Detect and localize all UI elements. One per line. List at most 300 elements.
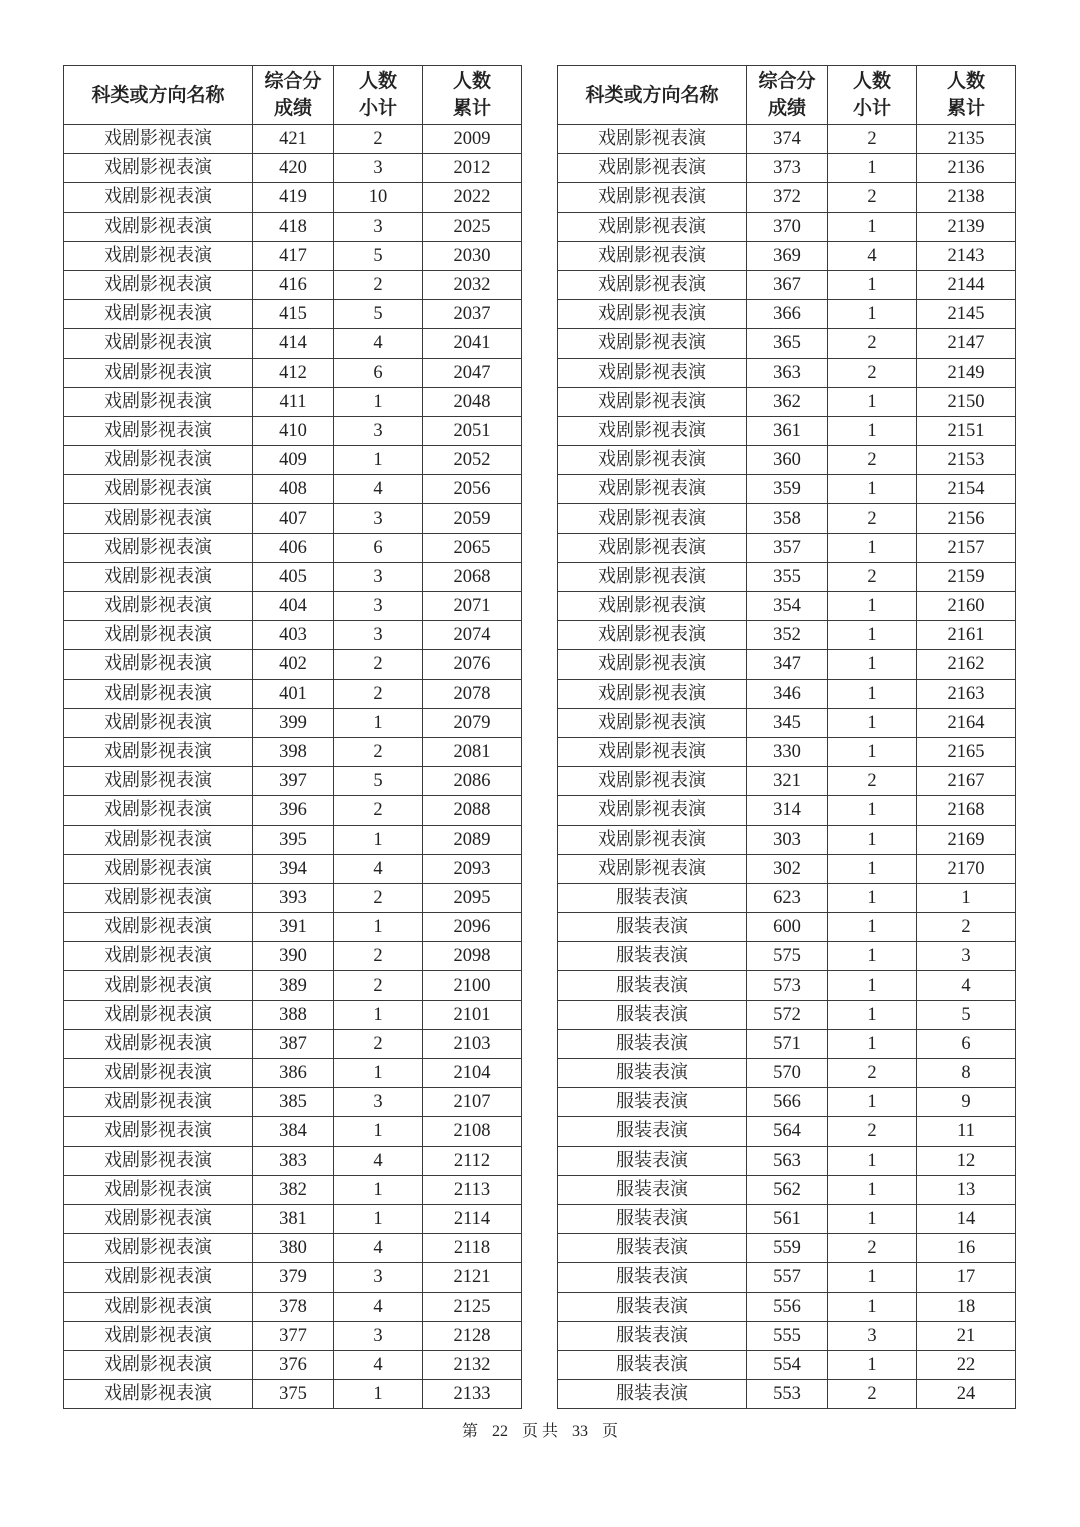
cell-name: 戏剧影视表演 (64, 650, 253, 679)
cell-score: 398 (253, 737, 334, 766)
cell-subtotal: 3 (334, 592, 423, 621)
cell-subtotal: 1 (828, 708, 917, 737)
table-row (64, 1263, 522, 1292)
cell-score: 379 (253, 1263, 334, 1292)
cell-score: 411 (253, 387, 334, 416)
table-row (558, 767, 1016, 796)
header-subtotal: 人数 小计 (828, 66, 917, 125)
table-row (558, 621, 1016, 650)
cell-score: 387 (253, 1029, 334, 1058)
cell-score: 321 (747, 767, 828, 796)
table-row (64, 883, 522, 912)
cell-name: 戏剧影视表演 (64, 387, 253, 416)
cell-name: 服装表演 (558, 942, 747, 971)
cell-cumulative: 2103 (423, 1029, 522, 1058)
cell-subtotal: 1 (334, 1059, 423, 1088)
cell-name: 戏剧影视表演 (64, 1321, 253, 1350)
cell-name: 戏剧影视表演 (64, 621, 253, 650)
cell-score: 410 (253, 416, 334, 445)
cell-cumulative: 2101 (423, 1000, 522, 1029)
footer-prefix: 第 (461, 1423, 478, 1440)
cell-name: 戏剧影视表演 (64, 942, 253, 971)
cell-subtotal: 1 (828, 592, 917, 621)
cell-cumulative: 2144 (917, 270, 1016, 299)
cell-subtotal: 1 (334, 825, 423, 854)
cell-cumulative: 17 (917, 1263, 1016, 1292)
footer-page-number: 22 (491, 1423, 508, 1440)
table-row (558, 1088, 1016, 1117)
cell-cumulative: 1 (917, 883, 1016, 912)
cell-cumulative: 2170 (917, 854, 1016, 883)
cell-score: 330 (747, 737, 828, 766)
cell-cumulative: 2056 (423, 475, 522, 504)
table-row (64, 825, 522, 854)
table-row (64, 1146, 522, 1175)
cell-score: 358 (747, 504, 828, 533)
cell-name: 戏剧影视表演 (64, 270, 253, 299)
table-row (558, 1204, 1016, 1233)
cell-subtotal: 1 (828, 737, 917, 766)
cell-cumulative: 2025 (423, 212, 522, 241)
cell-score: 389 (253, 971, 334, 1000)
cell-subtotal: 1 (334, 913, 423, 942)
cell-name: 戏剧影视表演 (558, 737, 747, 766)
cell-name: 服装表演 (558, 1146, 747, 1175)
cell-subtotal: 1 (828, 679, 917, 708)
cell-cumulative: 2154 (917, 475, 1016, 504)
cell-cumulative: 2098 (423, 942, 522, 971)
cell-subtotal: 6 (334, 533, 423, 562)
cell-subtotal: 1 (334, 1204, 423, 1233)
cell-score: 407 (253, 504, 334, 533)
cell-score: 566 (747, 1088, 828, 1117)
table-row (64, 212, 522, 241)
cell-score: 396 (253, 796, 334, 825)
cell-cumulative: 2159 (917, 562, 1016, 591)
table-row (558, 942, 1016, 971)
header-score: 综合分 成绩 (747, 66, 828, 125)
cell-name: 戏剧影视表演 (64, 913, 253, 942)
cell-score: 314 (747, 796, 828, 825)
cell-score: 362 (747, 387, 828, 416)
table-row (64, 387, 522, 416)
cell-cumulative: 2145 (917, 300, 1016, 329)
cell-cumulative: 2143 (917, 241, 1016, 270)
cell-name: 戏剧影视表演 (558, 796, 747, 825)
cell-score: 381 (253, 1204, 334, 1233)
table-row (64, 1234, 522, 1263)
table-row (64, 446, 522, 475)
cell-subtotal: 2 (334, 679, 423, 708)
cell-subtotal: 4 (334, 1234, 423, 1263)
cell-cumulative: 2135 (917, 125, 1016, 154)
cell-score: 412 (253, 358, 334, 387)
cell-subtotal: 2 (828, 1234, 917, 1263)
cell-cumulative: 2112 (423, 1146, 522, 1175)
cell-name: 服装表演 (558, 1059, 747, 1088)
cell-name: 戏剧影视表演 (558, 125, 747, 154)
cell-score: 414 (253, 329, 334, 358)
cell-name: 服装表演 (558, 1117, 747, 1146)
cell-name: 戏剧影视表演 (64, 300, 253, 329)
cell-score: 623 (747, 883, 828, 912)
cell-name: 戏剧影视表演 (558, 650, 747, 679)
table-row (64, 796, 522, 825)
table-row (64, 1117, 522, 1146)
cell-name: 服装表演 (558, 1380, 747, 1409)
cell-subtotal: 1 (828, 825, 917, 854)
cell-score: 402 (253, 650, 334, 679)
cell-subtotal: 2 (334, 270, 423, 299)
cell-name: 戏剧影视表演 (558, 475, 747, 504)
cell-name: 服装表演 (558, 1175, 747, 1204)
cell-name: 戏剧影视表演 (558, 183, 747, 212)
table-row (558, 270, 1016, 299)
cell-subtotal: 3 (334, 1263, 423, 1292)
cell-subtotal: 1 (828, 913, 917, 942)
cell-score: 369 (747, 241, 828, 270)
cell-cumulative: 2121 (423, 1263, 522, 1292)
cell-name: 戏剧影视表演 (64, 1088, 253, 1117)
cell-cumulative: 2157 (917, 533, 1016, 562)
cell-name: 服装表演 (558, 1000, 747, 1029)
cell-name: 戏剧影视表演 (558, 154, 747, 183)
footer-suffix: 页 (602, 1423, 619, 1440)
cell-subtotal: 1 (334, 708, 423, 737)
cell-cumulative: 2153 (917, 446, 1016, 475)
cell-cumulative: 9 (917, 1088, 1016, 1117)
cell-name: 戏剧影视表演 (558, 767, 747, 796)
cell-cumulative: 2104 (423, 1059, 522, 1088)
cell-cumulative: 11 (917, 1117, 1016, 1146)
cell-cumulative: 2136 (917, 154, 1016, 183)
cell-subtotal: 1 (828, 621, 917, 650)
cell-score: 417 (253, 241, 334, 270)
table-row (64, 1321, 522, 1350)
cell-subtotal: 2 (334, 971, 423, 1000)
cell-name: 戏剧影视表演 (64, 737, 253, 766)
cell-cumulative: 2068 (423, 562, 522, 591)
cell-score: 384 (253, 1117, 334, 1146)
cell-subtotal: 3 (334, 1088, 423, 1117)
cell-subtotal: 1 (334, 1000, 423, 1029)
table-row (558, 825, 1016, 854)
cell-subtotal: 2 (334, 737, 423, 766)
cell-cumulative: 16 (917, 1234, 1016, 1263)
cell-subtotal: 2 (334, 796, 423, 825)
cell-cumulative: 2071 (423, 592, 522, 621)
cell-name: 服装表演 (558, 1234, 747, 1263)
cell-name: 戏剧影视表演 (558, 387, 747, 416)
cell-name: 服装表演 (558, 883, 747, 912)
cell-subtotal: 10 (334, 183, 423, 212)
cell-score: 404 (253, 592, 334, 621)
cell-name: 服装表演 (558, 971, 747, 1000)
cell-subtotal: 1 (828, 1146, 917, 1175)
table-row (558, 329, 1016, 358)
cell-cumulative: 2167 (917, 767, 1016, 796)
cell-score: 563 (747, 1146, 828, 1175)
cell-cumulative: 2051 (423, 416, 522, 445)
cell-subtotal: 1 (828, 533, 917, 562)
table-row (558, 475, 1016, 504)
cell-subtotal: 2 (334, 883, 423, 912)
cell-score: 366 (747, 300, 828, 329)
table-row (558, 416, 1016, 445)
table-row (558, 446, 1016, 475)
cell-score: 346 (747, 679, 828, 708)
cell-name: 戏剧影视表演 (64, 1029, 253, 1058)
cell-score: 418 (253, 212, 334, 241)
cell-subtotal: 1 (828, 387, 917, 416)
cell-subtotal: 3 (334, 1321, 423, 1350)
cell-cumulative: 2133 (423, 1380, 522, 1409)
table-row (64, 1204, 522, 1233)
cell-cumulative: 14 (917, 1204, 1016, 1233)
cell-cumulative: 2095 (423, 883, 522, 912)
cell-score: 375 (253, 1380, 334, 1409)
cell-cumulative: 2079 (423, 708, 522, 737)
cell-cumulative: 2151 (917, 416, 1016, 445)
cell-name: 戏剧影视表演 (558, 592, 747, 621)
table-row (558, 971, 1016, 1000)
table-row (64, 1088, 522, 1117)
table-row (558, 183, 1016, 212)
cell-subtotal: 1 (828, 300, 917, 329)
cell-score: 388 (253, 1000, 334, 1029)
cell-cumulative: 2012 (423, 154, 522, 183)
cell-score: 401 (253, 679, 334, 708)
cell-cumulative: 2168 (917, 796, 1016, 825)
table-row (558, 796, 1016, 825)
cell-score: 559 (747, 1234, 828, 1263)
cell-subtotal: 2 (828, 1380, 917, 1409)
cell-score: 557 (747, 1263, 828, 1292)
cell-score: 345 (747, 708, 828, 737)
cell-score: 403 (253, 621, 334, 650)
cell-name: 戏剧影视表演 (64, 796, 253, 825)
cell-score: 406 (253, 533, 334, 562)
cell-subtotal: 1 (828, 1292, 917, 1321)
header-cumulative: 人数 累计 (423, 66, 522, 125)
left-score-table (63, 65, 522, 1409)
header-name: 科类或方向名称 (64, 66, 253, 125)
cell-name: 戏剧影视表演 (64, 1146, 253, 1175)
cell-subtotal: 3 (334, 504, 423, 533)
right-header-row (558, 66, 1016, 125)
cell-score: 562 (747, 1175, 828, 1204)
cell-subtotal: 3 (828, 1321, 917, 1350)
cell-name: 戏剧影视表演 (64, 562, 253, 591)
cell-subtotal: 2 (828, 1059, 917, 1088)
cell-cumulative: 18 (917, 1292, 1016, 1321)
cell-score: 405 (253, 562, 334, 591)
cell-subtotal: 1 (828, 883, 917, 912)
cell-score: 303 (747, 825, 828, 854)
cell-cumulative: 2089 (423, 825, 522, 854)
cell-name: 戏剧影视表演 (64, 183, 253, 212)
cell-name: 戏剧影视表演 (64, 504, 253, 533)
table-row (558, 883, 1016, 912)
cell-cumulative: 13 (917, 1175, 1016, 1204)
cell-name: 戏剧影视表演 (64, 533, 253, 562)
cell-cumulative: 2163 (917, 679, 1016, 708)
left-header-row (64, 66, 522, 125)
cell-cumulative: 2032 (423, 270, 522, 299)
cell-score: 390 (253, 942, 334, 971)
cell-subtotal: 1 (828, 1000, 917, 1029)
cell-cumulative: 2096 (423, 913, 522, 942)
cell-name: 戏剧影视表演 (64, 708, 253, 737)
cell-cumulative: 2156 (917, 504, 1016, 533)
cell-score: 420 (253, 154, 334, 183)
cell-name: 戏剧影视表演 (64, 1175, 253, 1204)
cell-subtotal: 6 (334, 358, 423, 387)
cell-score: 386 (253, 1059, 334, 1088)
cell-cumulative: 2052 (423, 446, 522, 475)
cell-cumulative: 2048 (423, 387, 522, 416)
cell-name: 戏剧影视表演 (64, 154, 253, 183)
cell-subtotal: 1 (828, 971, 917, 1000)
cell-subtotal: 1 (828, 212, 917, 241)
table-row (64, 416, 522, 445)
table-row (64, 708, 522, 737)
cell-subtotal: 4 (334, 1146, 423, 1175)
cell-cumulative: 12 (917, 1146, 1016, 1175)
cell-name: 戏剧影视表演 (558, 212, 747, 241)
cell-name: 服装表演 (558, 913, 747, 942)
footer-total-pages: 33 (572, 1423, 588, 1440)
cell-score: 383 (253, 1146, 334, 1175)
table-row (64, 154, 522, 183)
cell-cumulative: 24 (917, 1380, 1016, 1409)
table-row (64, 1000, 522, 1029)
table-row (558, 1263, 1016, 1292)
cell-subtotal: 2 (828, 358, 917, 387)
cell-cumulative: 2161 (917, 621, 1016, 650)
header-cumulative: 人数 累计 (917, 66, 1016, 125)
table-row (558, 1059, 1016, 1088)
table-row (64, 241, 522, 270)
cell-name: 戏剧影视表演 (64, 854, 253, 883)
table-row (64, 1380, 522, 1409)
cell-cumulative: 2022 (423, 183, 522, 212)
table-row (64, 621, 522, 650)
cell-score: 416 (253, 270, 334, 299)
cell-score: 564 (747, 1117, 828, 1146)
cell-subtotal: 1 (828, 1204, 917, 1233)
cell-cumulative: 6 (917, 1029, 1016, 1058)
table-row (558, 504, 1016, 533)
cell-name: 戏剧影视表演 (64, 1204, 253, 1233)
cell-name: 戏剧影视表演 (558, 446, 747, 475)
cell-name: 戏剧影视表演 (64, 1380, 253, 1409)
table-row (64, 1292, 522, 1321)
cell-name: 戏剧影视表演 (64, 1000, 253, 1029)
table-row (64, 504, 522, 533)
cell-cumulative: 3 (917, 942, 1016, 971)
cell-score: 361 (747, 416, 828, 445)
cell-cumulative: 2041 (423, 329, 522, 358)
cell-subtotal: 1 (828, 154, 917, 183)
cell-cumulative: 2088 (423, 796, 522, 825)
header-subtotal: 人数 小计 (334, 66, 423, 125)
cell-cumulative: 2147 (917, 329, 1016, 358)
cell-score: 421 (253, 125, 334, 154)
cell-cumulative: 2086 (423, 767, 522, 796)
cell-score: 372 (747, 183, 828, 212)
cell-cumulative: 2107 (423, 1088, 522, 1117)
cell-subtotal: 1 (334, 387, 423, 416)
cell-cumulative: 2114 (423, 1204, 522, 1233)
cell-score: 572 (747, 1000, 828, 1029)
cell-score: 355 (747, 562, 828, 591)
table-row (558, 533, 1016, 562)
cell-name: 戏剧影视表演 (64, 679, 253, 708)
cell-score: 365 (747, 329, 828, 358)
table-row (64, 767, 522, 796)
cell-name: 戏剧影视表演 (558, 825, 747, 854)
cell-subtotal: 1 (334, 1380, 423, 1409)
table-row (558, 1234, 1016, 1263)
table-row (558, 1029, 1016, 1058)
cell-cumulative: 2093 (423, 854, 522, 883)
table-row (64, 270, 522, 299)
footer-middle: 页 共 (521, 1423, 558, 1440)
table-row (64, 650, 522, 679)
cell-name: 服装表演 (558, 1263, 747, 1292)
header-score: 综合分 成绩 (253, 66, 334, 125)
cell-subtotal: 2 (828, 446, 917, 475)
cell-subtotal: 4 (334, 475, 423, 504)
cell-name: 戏剧影视表演 (64, 825, 253, 854)
cell-score: 378 (253, 1292, 334, 1321)
table-row (64, 329, 522, 358)
table-row (64, 913, 522, 942)
cell-cumulative: 2030 (423, 241, 522, 270)
table-row (558, 1117, 1016, 1146)
table-row (558, 154, 1016, 183)
cell-score: 395 (253, 825, 334, 854)
cell-subtotal: 2 (334, 1029, 423, 1058)
table-row (558, 1321, 1016, 1350)
table-row (64, 1029, 522, 1058)
table-row (64, 1059, 522, 1088)
cell-cumulative: 2139 (917, 212, 1016, 241)
cell-name: 戏剧影视表演 (558, 504, 747, 533)
cell-cumulative: 2037 (423, 300, 522, 329)
cell-name: 戏剧影视表演 (558, 241, 747, 270)
cell-subtotal: 2 (828, 504, 917, 533)
cell-score: 354 (747, 592, 828, 621)
cell-subtotal: 3 (334, 212, 423, 241)
cell-name: 戏剧影视表演 (64, 1059, 253, 1088)
table-row (558, 1000, 1016, 1029)
cell-name: 戏剧影视表演 (64, 592, 253, 621)
cell-subtotal: 2 (828, 125, 917, 154)
cell-subtotal: 2 (334, 650, 423, 679)
cell-score: 376 (253, 1350, 334, 1379)
cell-score: 399 (253, 708, 334, 737)
cell-subtotal: 1 (334, 1117, 423, 1146)
table-row (558, 212, 1016, 241)
cell-name: 戏剧影视表演 (558, 708, 747, 737)
cell-name: 服装表演 (558, 1204, 747, 1233)
cell-score: 394 (253, 854, 334, 883)
cell-score: 373 (747, 154, 828, 183)
cell-name: 戏剧影视表演 (64, 446, 253, 475)
cell-name: 戏剧影视表演 (64, 883, 253, 912)
